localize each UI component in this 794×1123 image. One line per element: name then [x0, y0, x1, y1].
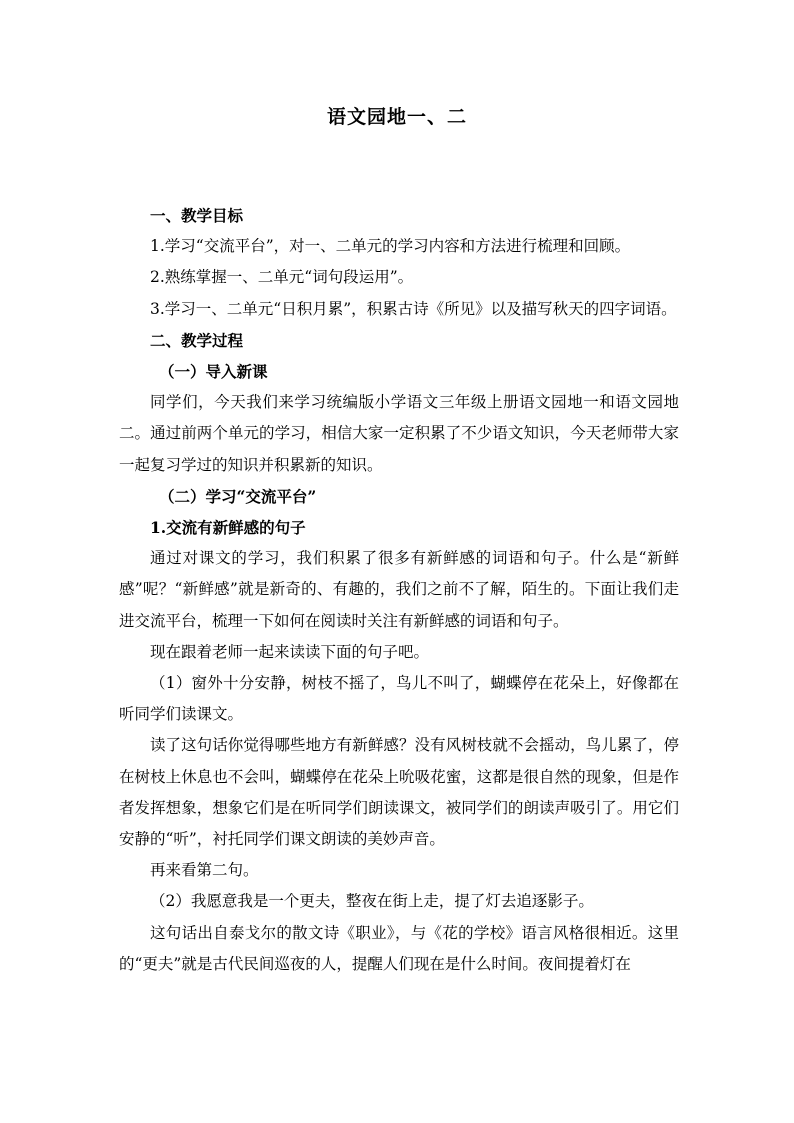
document-title: 语文园地一、二 [326, 106, 467, 128]
item-heading-fresh-sentences: 1.交流有新鲜感的句子 [150, 518, 306, 538]
body-paragraph: 再来看第二句。 [150, 861, 259, 880]
example-sentence-2: （2）我愿意我是一个更夫，整夜在街上走，提了灯去追逐影子。 [150, 892, 594, 911]
body-paragraph: 这句话出自泰戈尔的散文诗《职业》，与《花的学校》语言风格很相近。这里的“更夫”就是古代民间巡夜的人，提醒人们现在是什么时间。夜间提着灯在 [119, 923, 679, 973]
objective-item-2: 2.熟练掌握一、二单元“词句段运用”。 [150, 268, 414, 287]
section-heading-process: 二、教学过程 [150, 330, 244, 350]
subsection-heading-intro: （一）导入新课 [159, 362, 268, 382]
example-sentence-1: （1）窗外十分安静，树枝不摇了，鸟儿不叫了，蝴蝶停在花朵上，好像都在听同学们读课文。 [119, 674, 679, 724]
intro-paragraph: 同学们，今天我们来学习统编版小学语文三年级上册语文园地一和语文园地二。通过前两个单元的学习，相信大家一定积累了不少语文知识，今天老师带大家一起复习学过的知识并积累新的知识。 [119, 393, 679, 474]
section-heading-objectives: 一、教学目标 [150, 206, 244, 225]
objective-item-3: 3.学习一、二单元“日积月累”，积累古诗《所见》以及描写秋天的四字词语。 [150, 299, 677, 318]
objective-item-1: 1.学习“交流平台”，对一、二单元的学习内容和方法进行梳理和回顾。 [150, 237, 631, 256]
body-paragraph: 读了这句话你觉得哪些地方有新鲜感？没有风树枝就不会摇动，鸟儿累了，停在树枝上休息也不会叫，蝴蝶停在花朵上吮吸花蜜，这都是很自然的现象，但是作者发挥想象，想象它们是在听同学们朗读课文，被同学们的朗读声吸引了。用它们安静的“听”，衬托同学们课文朗读的美妙声音。 [119, 736, 679, 849]
document-body [119, 200, 679, 980]
body-paragraph: 通过对课文的学习，我们积累了很多有新鲜感的词语和句子。什么是“新鲜感”呢？“新鲜感”就是新奇的、有趣的，我们之前不了解，陌生的。下面让我们走进交流平台，梳理一下如何在阅读时关注有新鲜感的词语和句子。 [119, 549, 679, 630]
subsection-heading-platform: （二）学习“交流平台” [159, 486, 317, 506]
body-paragraph: 现在跟着老师一起来读读下面的句子吧。 [150, 642, 430, 661]
